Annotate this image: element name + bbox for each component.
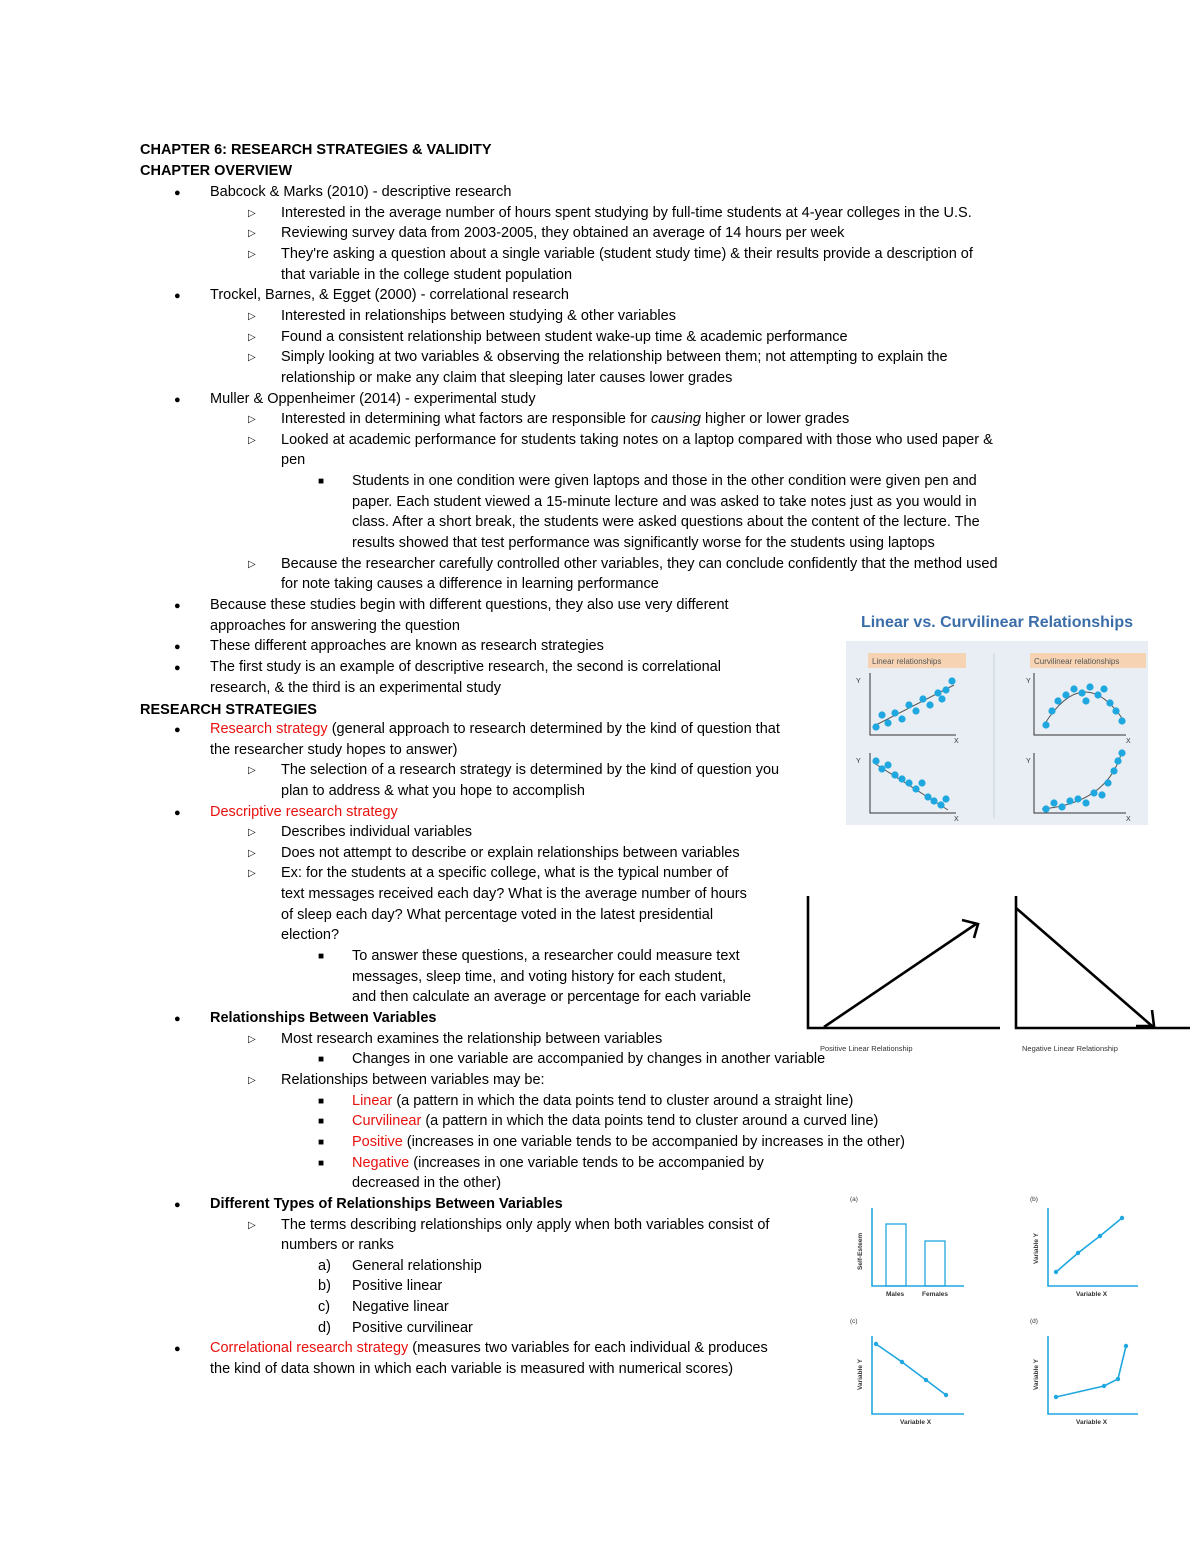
- note-line: [210, 285, 569, 306]
- bullet-dot-icon: ●: [174, 661, 181, 674]
- line-text: paper. Each student viewed a 15-minute lecture and was asked to take notes just as you would in: [352, 493, 977, 510]
- line-text: numbers or ranks: [281, 1237, 394, 1254]
- note-line: [352, 946, 740, 967]
- bullet-hollow-arrow-icon: ▷: [248, 434, 256, 446]
- bullet-hollow-arrow-icon: ▷: [248, 414, 256, 426]
- line-text: Because the researcher carefully controlled other variables, they can conclude confidently that the method used: [281, 555, 998, 572]
- line-text: Positive curvilinear: [352, 1319, 473, 1336]
- bullet-hollow-arrow-icon: ▷: [248, 352, 256, 364]
- bullet-hollow-arrow-icon: ▷: [248, 827, 256, 839]
- bullet-dot-icon: ●: [174, 600, 181, 612]
- line-text: Positive linear: [352, 1278, 443, 1295]
- line-text: (general approach to research determined by the kind of question that: [327, 720, 780, 737]
- note-line: [352, 1091, 853, 1112]
- line-text: Because these studies begin with different questions, they also use very different: [210, 597, 729, 613]
- line-text: Relationships Between Variables: [210, 1010, 437, 1026]
- research-strategies-heading: RESEARCH STRATEGIES: [140, 702, 317, 719]
- bullet-square-icon: ■: [318, 1095, 325, 1107]
- bullet-hollow-arrow-icon: ▷: [248, 248, 256, 260]
- svg-text:X: X: [954, 816, 959, 823]
- bullet-hollow-arrow-icon: ▷: [248, 847, 256, 859]
- line-text: pen: [281, 452, 306, 469]
- bullet-hollow-arrow-icon: ▷: [248, 1219, 256, 1231]
- bullet-square-icon: ■: [318, 1136, 325, 1148]
- note-line: [281, 1070, 545, 1091]
- bullet-dot-icon: ●: [174, 393, 181, 406]
- note-line: [281, 409, 849, 430]
- note-line: [210, 1008, 436, 1029]
- note-line: [210, 182, 511, 203]
- line-text: Does not attempt to describe or explain relationships between variables: [281, 844, 740, 861]
- line-text: of sleep each day? What percentage voted in the latest presidential: [281, 906, 714, 923]
- note-line: [352, 1276, 442, 1297]
- bullet-hollow-arrow-icon: ▷: [248, 207, 256, 219]
- line-text: Reviewing survey data from 2003-2005, they obtained an average of 14 hours per week: [281, 225, 845, 242]
- bullet-hollow-arrow-icon: ▷: [248, 310, 256, 322]
- svg-text:X: X: [954, 738, 959, 745]
- bullet-hollow-arrow-icon: ▷: [248, 868, 256, 880]
- note-line: [281, 554, 998, 575]
- line-text: Interested in relationships between studying & other variables: [281, 307, 676, 324]
- line-text: These different approaches are known as research strategies: [210, 638, 604, 655]
- line-text: They're asking a question about a single variable (student study time) & their results provide a description of: [281, 245, 973, 262]
- line-text: Different Types of Relationships Between Variables: [210, 1195, 563, 1212]
- note-line: [352, 533, 935, 554]
- line-text: (measures two variables for each individual & produces: [408, 1340, 768, 1357]
- note-line: [281, 368, 732, 389]
- bullet-square-icon: ■: [318, 1116, 325, 1128]
- linear-relationship-sketches: [800, 892, 1195, 1062]
- note-line: [281, 244, 973, 265]
- note-line: [281, 925, 339, 946]
- note-line: [352, 471, 977, 492]
- line-text: plan to address & what you hope to accomplish: [281, 782, 585, 799]
- key-term: Linear: [352, 1092, 393, 1109]
- note-line: [352, 1153, 764, 1174]
- note-line: [210, 595, 729, 616]
- note-line: [281, 822, 472, 843]
- note-line: [281, 1215, 769, 1236]
- line-text: election?: [281, 927, 340, 944]
- line-text: Babcock & Marks (2010) - descriptive research: [210, 184, 512, 200]
- svg-text:Y: Y: [856, 758, 861, 765]
- panel-d-ylabel: Variable Y: [1033, 1359, 1040, 1390]
- note-line: [281, 1235, 394, 1256]
- note-line: [281, 905, 713, 926]
- panel-a-ylabel: Self-Esteem: [857, 1232, 864, 1270]
- panel-b-tag: (b): [1030, 1196, 1038, 1203]
- line-text: the researcher study hopes to answer): [210, 741, 458, 758]
- line-text: Relationships between variables may be:: [281, 1071, 545, 1088]
- note-line: [210, 616, 460, 637]
- line-text: and then calculate an average or percentage for each variable: [352, 989, 752, 1006]
- svg-text:Y: Y: [856, 678, 861, 685]
- note-line: [210, 740, 457, 761]
- note-line: [281, 781, 585, 802]
- panel-c-ylabel: Variable Y: [857, 1359, 864, 1390]
- bullet-hollow-arrow-icon: ▷: [248, 558, 256, 570]
- panel-a-cat2: Females: [922, 1291, 949, 1298]
- note-line: [352, 987, 751, 1008]
- panel-d-xlabel: Variable X: [1076, 1419, 1108, 1426]
- line-text: class. After a short break, the students were asked questions about the content of the lecture. The: [352, 514, 980, 531]
- line-text: higher or lower grades: [700, 411, 850, 428]
- line-text: Students in one condition were given laptops and those in the other condition were given pen and: [352, 473, 977, 490]
- bullet-hollow-arrow-icon: ▷: [248, 331, 256, 343]
- line-text: The terms describing relationships only apply when both variables consist of: [281, 1216, 770, 1233]
- key-term: Curvilinear: [352, 1113, 422, 1130]
- svg-text:X: X: [1126, 738, 1131, 745]
- note-line: [210, 678, 501, 699]
- bullet-dot-icon: ●: [174, 1198, 181, 1211]
- note-line: [352, 1173, 501, 1194]
- line-text: (increases in one variable tends to be accompanied by: [409, 1154, 764, 1171]
- panel-b-xlabel: Variable X: [1076, 1291, 1108, 1298]
- note-line: [281, 203, 972, 224]
- note-line: [281, 450, 305, 471]
- note-line: [210, 636, 604, 657]
- list-letter: a): [318, 1257, 331, 1274]
- note-line: [210, 1338, 768, 1359]
- line-text: (increases in one variable tends to be accompanied by increases in the other): [402, 1133, 905, 1150]
- line-text: Muller & Oppenheimer (2014) - experimental study: [210, 390, 536, 407]
- line-text: the kind of data shown in which each variable is measured with numerical scores): [210, 1361, 734, 1378]
- bullet-square-icon: ■: [318, 1157, 325, 1169]
- svg-text:Y: Y: [1026, 678, 1031, 685]
- panel-d-tag: (d): [1030, 1318, 1038, 1325]
- note-line: [281, 223, 844, 244]
- list-letter: b): [318, 1278, 331, 1295]
- bullet-square-icon: ■: [318, 1054, 325, 1066]
- note-line: [281, 863, 728, 884]
- curvilinear-tag: Curvilinear relationships: [1034, 657, 1120, 666]
- note-line: [352, 1111, 878, 1132]
- list-letter: d): [318, 1319, 331, 1336]
- bullet-dot-icon: ●: [174, 290, 181, 303]
- bullet-square-icon: ■: [318, 951, 325, 963]
- line-text: messages, sleep time, and voting history for each student,: [352, 968, 726, 985]
- note-line: [210, 802, 398, 823]
- line-text: for note taking causes a difference in learning performance: [281, 576, 659, 593]
- key-term: Negative: [352, 1154, 410, 1171]
- line-text: The selection of a research strategy is determined by the kind of question you: [281, 762, 780, 779]
- svg-text:X: X: [1126, 816, 1131, 823]
- bullet-dot-icon: ●: [174, 641, 181, 654]
- note-line: [281, 1029, 662, 1050]
- note-line: [281, 574, 659, 595]
- line-text: that variable in the college student population: [281, 266, 573, 283]
- key-term: Correlational research strategy: [210, 1340, 409, 1357]
- list-letter: c): [318, 1299, 331, 1316]
- key-term: Positive: [352, 1133, 403, 1150]
- note-line: [210, 1194, 563, 1215]
- line-text: The first study is an example of descriptive research, the second is correlational: [210, 658, 721, 675]
- note-line: [281, 760, 779, 781]
- line-text: Interested in the average number of hours spent studying by full-time students at 4-year colleges in the U.S.: [281, 204, 972, 221]
- note-line: [281, 347, 948, 368]
- bullet-hollow-arrow-icon: ▷: [248, 1074, 256, 1086]
- note-line: [281, 327, 848, 348]
- line-text: Describes individual variables: [281, 824, 473, 841]
- line-text: Trockel, Barnes, & Egget (2000) - correlational research: [210, 287, 569, 304]
- line-text: text messages received each day? What is the average number of hours: [281, 886, 747, 903]
- negative-linear-caption: Negative Linear Relationship: [1022, 1044, 1118, 1053]
- note-line: [210, 719, 780, 740]
- line-text: Most research examines the relationship between variables: [281, 1030, 663, 1047]
- relationship-types-panels: [848, 1190, 1148, 1435]
- line-text: General relationship: [352, 1257, 482, 1274]
- line-text: To answer these questions, a researcher could measure text: [352, 948, 740, 965]
- bullet-dot-icon: ●: [174, 187, 181, 199]
- line-text: (a pattern in which the data points tend to cluster around a straight line): [392, 1092, 854, 1109]
- note-line: [352, 1049, 825, 1070]
- emphasis-text: causing: [650, 411, 701, 428]
- figure-title: Linear vs. Curvilinear Relationships: [860, 614, 1134, 631]
- line-text: decreased in the other): [352, 1175, 502, 1192]
- line-text: results showed that test performance was significantly worse for the students using laptops: [352, 535, 935, 552]
- note-line: [352, 1297, 449, 1318]
- panel-b-ylabel: Variable Y: [1033, 1233, 1040, 1264]
- bullet-hollow-arrow-icon: ▷: [248, 765, 256, 777]
- note-line: [281, 843, 740, 864]
- note-line: [352, 1256, 482, 1277]
- bullet-dot-icon: ●: [174, 1343, 181, 1356]
- linear-tag: Linear relationships: [872, 657, 942, 666]
- line-text: Looked at academic performance for students taking notes on a laptop compared with those who used paper &: [281, 431, 993, 448]
- positive-linear-caption: Positive Linear Relationship: [820, 1044, 913, 1053]
- line-text: Interested in determining what factors are responsible for: [281, 411, 651, 428]
- note-line: [281, 306, 676, 327]
- line-text: research, & the third is an experimental study: [210, 679, 501, 696]
- note-line: [210, 1359, 733, 1380]
- panel-c-xlabel: Variable X: [900, 1419, 932, 1426]
- chapter-title: CHAPTER 6: RESEARCH STRATEGIES & VALIDITY: [140, 142, 492, 158]
- bullet-dot-icon: ●: [174, 723, 181, 736]
- line-text: Ex: for the students at a specific college, what is the typical number of: [281, 865, 729, 882]
- note-line: [281, 265, 572, 286]
- svg-text:Y: Y: [1026, 758, 1031, 765]
- line-text: relationship or make any claim that sleeping later causes lower grades: [281, 369, 733, 386]
- line-text: Simply looking at two variables & observing the relationship between them; not attempting to explain the: [281, 349, 948, 366]
- linear-vs-curvilinear-figure: [846, 603, 1148, 825]
- bullet-hollow-arrow-icon: ▷: [248, 1033, 256, 1045]
- note-line: [352, 1318, 473, 1339]
- panel-a-cat1: Males: [886, 1291, 905, 1298]
- bullet-dot-icon: ●: [174, 806, 181, 819]
- note-line: [281, 430, 993, 451]
- key-term: Descriptive research strategy: [210, 803, 398, 820]
- line-text: approaches for answering the question: [210, 617, 460, 634]
- line-text: Changes in one variable are accompanied by changes in another variable: [352, 1051, 826, 1068]
- note-line: [352, 492, 977, 513]
- note-line: [352, 1132, 905, 1153]
- note-line: [281, 884, 747, 905]
- bullet-dot-icon: ●: [174, 1013, 181, 1025]
- bullet-hollow-arrow-icon: ▷: [248, 228, 256, 240]
- line-text: Found a consistent relationship between student wake-up time & academic performance: [281, 328, 848, 345]
- key-term: Research strategy: [210, 720, 328, 737]
- panel-c-tag: (c): [850, 1318, 858, 1325]
- line-text: (a pattern in which the data points tend to cluster around a curved line): [421, 1113, 879, 1130]
- line-text: Negative linear: [352, 1299, 449, 1316]
- note-line: [352, 967, 726, 988]
- overview-heading: CHAPTER OVERVIEW: [140, 163, 293, 179]
- note-line: [210, 389, 536, 410]
- note-line: [210, 657, 721, 678]
- note-line: [352, 512, 980, 533]
- bullet-square-icon: ■: [318, 476, 325, 488]
- panel-a-tag: (a): [850, 1196, 858, 1203]
